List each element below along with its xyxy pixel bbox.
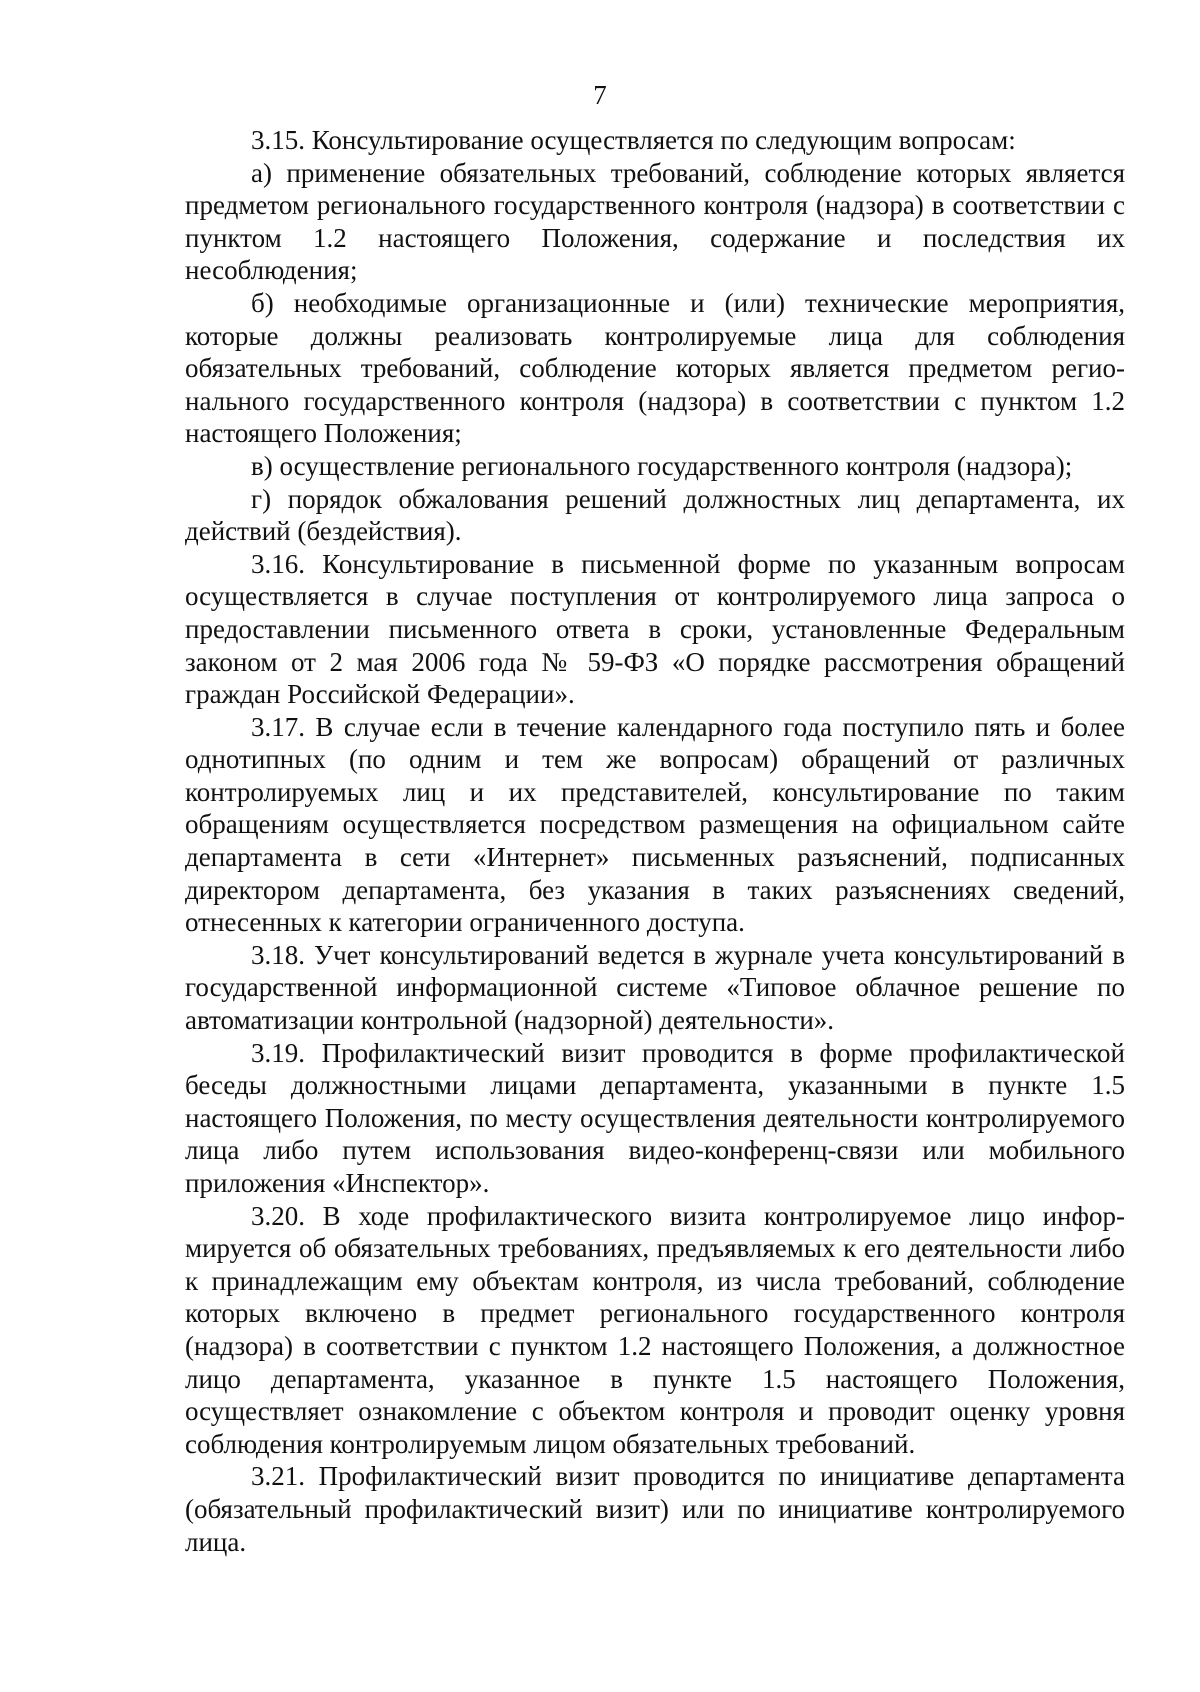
paragraph-3-16: 3.16. Консультирование в письменной форме по указанным вопросам осуществляется в случае поступления от контролируемого лица запроса о предоставлении письменного ответа в сроки, установленные Федеральным законом от 2 мая 2006 года № 59-ФЗ «О порядке рассмотрения обращений граждан Российской Федерации». [185, 548, 1125, 710]
paragraph-3-15-v: в) осуществление регионального государственного контроля (надзора); [251, 450, 1073, 481]
paragraph-3-15-b: б) необходимые организационные и (или) технические мероприятия, которые должны реализовать контролируемые лица для соблюдения обязательных требований, соблюдение которых является предметом регионального государственного контроля (надзора) в соответствии с пунктом 1.2 настоящего Положения; [185, 287, 1125, 449]
paragraph-3-17: 3.17. В случае если в течение календарного года поступило пять и более однотипных (по одним и тем же вопросам) обращений от различных контролируемых лиц и их представителей, консультирование по таким обращениям осуществляется посредством размещения на официальном сайте департамента в сети «Интернет» письменных разъяснений, подписанных директором департамента, без указания в таких разъяснениях сведений, отнесенных к категории ограниченного доступа. [185, 711, 1125, 938]
paragraph-3-18: 3.18. Учет консультирований ведется в журнале учета консультирований в государственной информационной системе «Типовое облачное решение по автоматизации контрольной (надзорной) деятельности». [185, 939, 1125, 1036]
paragraph-3-21: 3.21. Профилактический визит проводится по инициативе департамента (обязательный профилактический визит) или по инициативе контролируемого лица. [185, 1461, 1125, 1557]
paragraph-3-20: 3.20. В ходе профилактического визита контролируемое лицо информируется об обязательных требованиях, предъявляемых к его деятельности либо к принадлежащим ему объектам контроля, из числа требований, соблюдение которых включено в предмет регионального государственного контроля (надзора) в соответствии с пунктом 1.2 настоящего Положения, а должностное лицо департамента, указанное в пункте 1.5 настоящего Положения, осуществляет ознакомление с объектом контроля и проводит оценку уровня соблюдения контролируемым лицом обязательных требований. [185, 1200, 1125, 1459]
document-body [185, 124, 1125, 1558]
paragraph-3-15-a: а) применение обязательных требований, соблюдение которых является предметом регионального государственного контроля (надзора) в соответствии с пунктом 1.2 настоящего Положения, содержание и последствия их несоблюдения; [185, 157, 1125, 286]
paragraph-3-15: 3.15. Консультирование осуществляется по следующим вопросам: [251, 125, 1016, 155]
page-number: 7 [593, 80, 607, 110]
paragraph-3-15-g: г) порядок обжалования решений должностных лиц департамента, их действий (бездействия). [185, 483, 1125, 547]
paragraph-3-19: 3.19. Профилактический визит проводится в форме профилактической беседы должностными лицами департамента, указанными в пункте 1.5 настоящего Положения, по месту осуществления деятельности контролируемого лица либо путем использования видео-конференц-связи или мобильного приложения «Инспектор». [185, 1037, 1125, 1198]
